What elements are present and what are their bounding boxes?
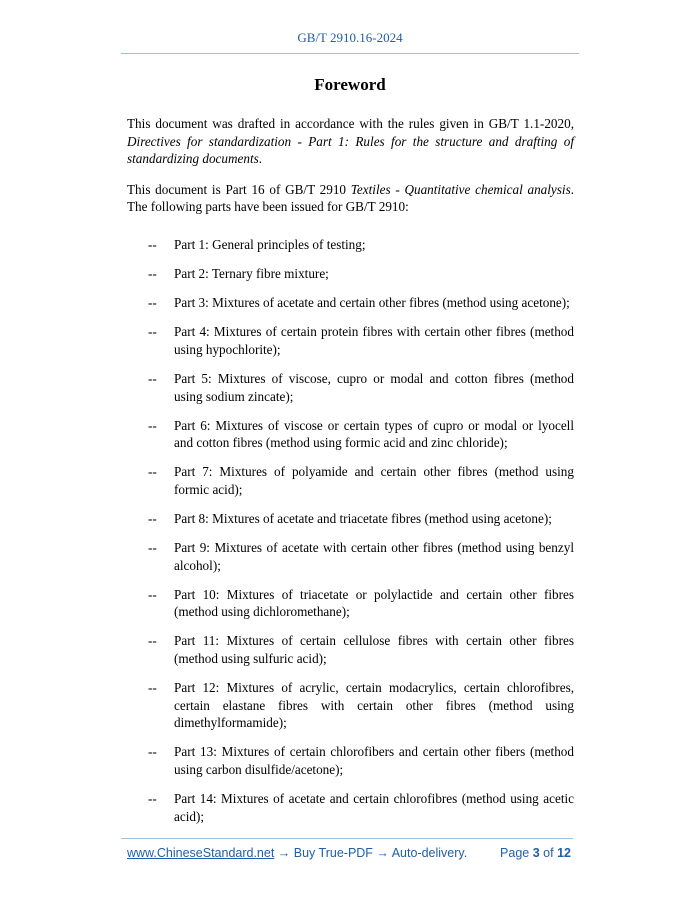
intro-1-title-ref: Directives for standardization - Part 1: Rules for the structure and drafting of standardizing documents bbox=[127, 133, 574, 167]
list-item bbox=[127, 790, 574, 825]
part-text: Part 5: Mixtures of viscose, cupro or modal and cotton fibres (method using sodium zincate); bbox=[174, 370, 574, 404]
part-text: Part 1: General principles of testing; bbox=[174, 236, 366, 252]
part-text: Part 11: Mixtures of certain cellulose fibres with certain other fibres (method using sulfuric acid); bbox=[174, 633, 574, 667]
list-marker: -- bbox=[148, 511, 157, 526]
list-item bbox=[127, 632, 574, 667]
part-text: Part 3: Mixtures of acetate and certain other fibres (method using acetone); bbox=[174, 295, 570, 311]
list-marker: -- bbox=[148, 633, 157, 649]
intro-2-text: This document is Part 16 of GB/T 2910 bbox=[127, 181, 351, 197]
page-title: Foreword bbox=[314, 75, 386, 94]
part-text: Part 10: Mixtures of triacetate or polylactide and certain other fibres (method using dichloromethane); bbox=[174, 586, 574, 620]
page-total: 12 bbox=[557, 846, 571, 860]
page-of: of bbox=[543, 846, 554, 860]
part-text: Part 12: Mixtures of acrylic, certain modacrylics, certain chlorofibres, certain elastane fibres with certain other fibres (method using dimethylformamide); bbox=[174, 680, 574, 731]
intro-paragraph-2 bbox=[127, 181, 574, 216]
document-body bbox=[127, 115, 574, 837]
list-marker: -- bbox=[148, 370, 157, 386]
list-marker: -- bbox=[148, 464, 157, 480]
list-item bbox=[127, 463, 574, 498]
part-text: Part 13: Mixtures of certain chlorofibers and certain other fibers (method using carbon disulfide/acetone); bbox=[174, 744, 574, 778]
list-item bbox=[127, 586, 574, 621]
website-link[interactable]: www.ChineseStandard.net bbox=[127, 846, 275, 860]
page-indicator bbox=[500, 846, 571, 860]
list-marker: -- bbox=[148, 791, 157, 807]
list-item bbox=[127, 417, 574, 452]
list-marker: -- bbox=[148, 540, 157, 556]
list-marker: -- bbox=[148, 680, 157, 696]
part-text: Part 4: Mixtures of certain protein fibres with certain other fibres (method using hypochlorite); bbox=[174, 324, 574, 357]
running-header: GB/T 2910.16-2024 bbox=[297, 30, 403, 45]
list-item bbox=[127, 323, 574, 358]
list-item bbox=[127, 265, 574, 283]
intro-2-end: . The following parts have been issued for GB/T 2910: bbox=[127, 181, 574, 215]
list-marker: -- bbox=[148, 417, 157, 433]
list-marker: -- bbox=[148, 236, 157, 252]
part-text: Part 8: Mixtures of acetate and triacetate fibres (method using acetone); bbox=[174, 511, 552, 526]
list-item bbox=[127, 370, 574, 405]
part-text: Part 6: Mixtures of viscose or certain types of cupro or modal or lyocell and cotton fibres (method using formic acid and zinc chloride); bbox=[174, 417, 574, 451]
intro-1-text: This document was drafted in accordance with the rules given in GB/T 1.1-2020, bbox=[127, 116, 574, 131]
list-item bbox=[127, 294, 574, 312]
list-marker: -- bbox=[148, 266, 157, 282]
part-text: Part 14: Mixtures of acetate and certain chlorofibres (method using acetic acid); bbox=[174, 791, 574, 824]
page-label: Page bbox=[500, 846, 530, 860]
intro-2-title-ref: Textiles - Quantitative chemical analysis bbox=[350, 181, 571, 197]
list-item bbox=[127, 679, 574, 732]
list-item bbox=[127, 510, 574, 528]
page-current: 3 bbox=[532, 846, 540, 860]
list-marker: -- bbox=[148, 324, 157, 340]
list-marker: -- bbox=[148, 744, 157, 760]
footer-tagline: → Buy True-PDF → Auto-delivery. bbox=[274, 846, 468, 860]
list-item bbox=[127, 743, 574, 778]
intro-paragraph-1 bbox=[127, 115, 574, 168]
footer-divider bbox=[121, 838, 573, 839]
part-text: Part 2: Ternary fibre mixture; bbox=[174, 266, 329, 282]
list-marker: -- bbox=[148, 295, 157, 311]
list-marker: -- bbox=[148, 586, 157, 602]
list-item bbox=[127, 236, 574, 254]
footer-promo bbox=[127, 846, 467, 860]
intro-1-end: . bbox=[258, 151, 263, 167]
parts-list bbox=[127, 236, 574, 825]
part-text: Part 7: Mixtures of polyamide and certain other fibres (method using formic acid); bbox=[174, 464, 574, 497]
header-divider bbox=[121, 53, 579, 54]
part-text: Part 9: Mixtures of acetate with certain other fibres (method using benzyl alcohol); bbox=[174, 540, 574, 573]
list-item bbox=[127, 539, 574, 574]
